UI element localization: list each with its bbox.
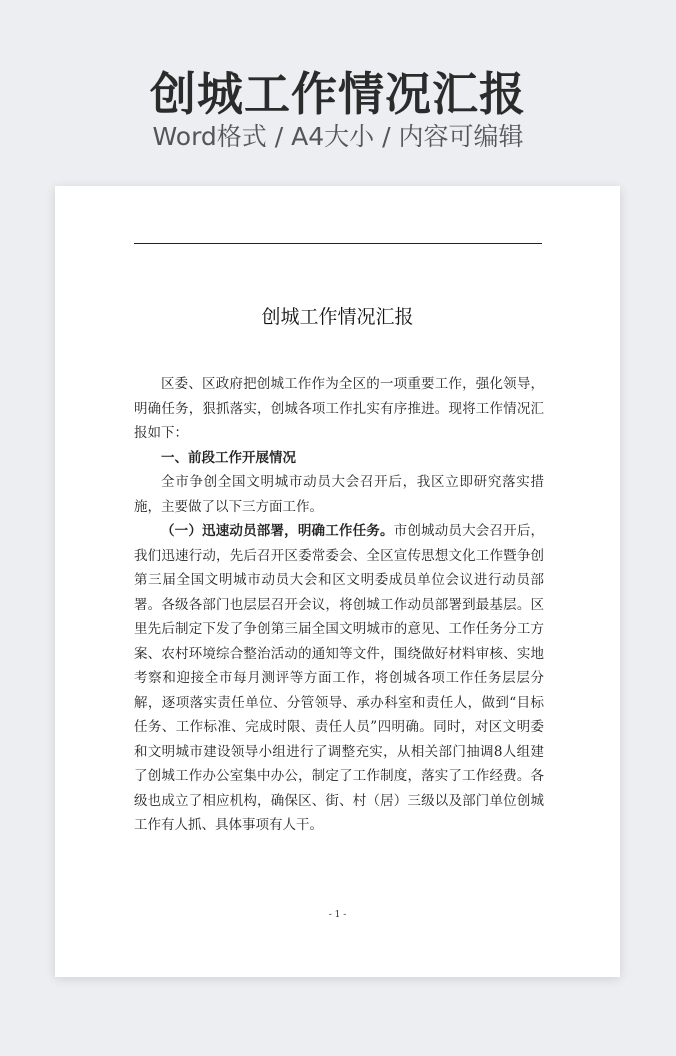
section-heading: 一、前段工作开展情况 — [161, 449, 296, 466]
intro-paragraph: 区委、区政府把创城工作作为全区的一项重要工作，强化领导，明确任务，狠抓落实，创城各项工作扎实有序推进。现将工作情况汇报如下： — [134, 376, 544, 441]
page-number: - 1 - — [328, 910, 347, 920]
section-paragraph: 全市争创全国文明城市动员大会召开后，我区立即研究落实措施，主要做了以下三方面工作。 — [134, 474, 544, 515]
document-title: 创城工作情况汇报 — [261, 306, 414, 328]
subsection-paragraph — [134, 519, 544, 838]
header-rule — [134, 243, 542, 244]
document-page — [55, 186, 620, 977]
banner-subtitle: Word格式 / A4大小 / 内容可编辑 — [152, 122, 524, 151]
subsection-text: 市创城动员大会召开后，我们迅速行动，先后召开区委常委会、全区宣传思想文化工作暨争创第三届全国文明城市动员大会和区文明委成员单位会议进行动员部署。各级各部门也层层召开会议，将创城工作动员部署到最基层。区里先后制定下发了争创第三届全国文明城市的意见、工作任务分工方案、农村环境综合整治活动的通知等文件，围绕做好材料审核、实地考察和迎接全市每月测评等方面工作，将创城各项工作任务层层分解，逐项落实责任单位、分管领导、承办科室和责任人，做到“目标任务、工作标准、完成时限、责任人员”四明确。同时，对区文明委和文明城市建设领导小组进行了调整充实，从相关部门抽调8人组建了创城工作办公室集中办公，制定了工作制度，落实了工作经费。各级也成立了相应机构，确保区、街、村（居）三级以及部门单位创城工作有人抓、具体事项有人干。 — [134, 523, 545, 833]
banner-title: 创城工作情况汇报 — [150, 67, 526, 121]
subsection-heading: （一）迅速动员部署，明确工作任务。 — [161, 523, 394, 539]
document-body — [134, 372, 544, 838]
